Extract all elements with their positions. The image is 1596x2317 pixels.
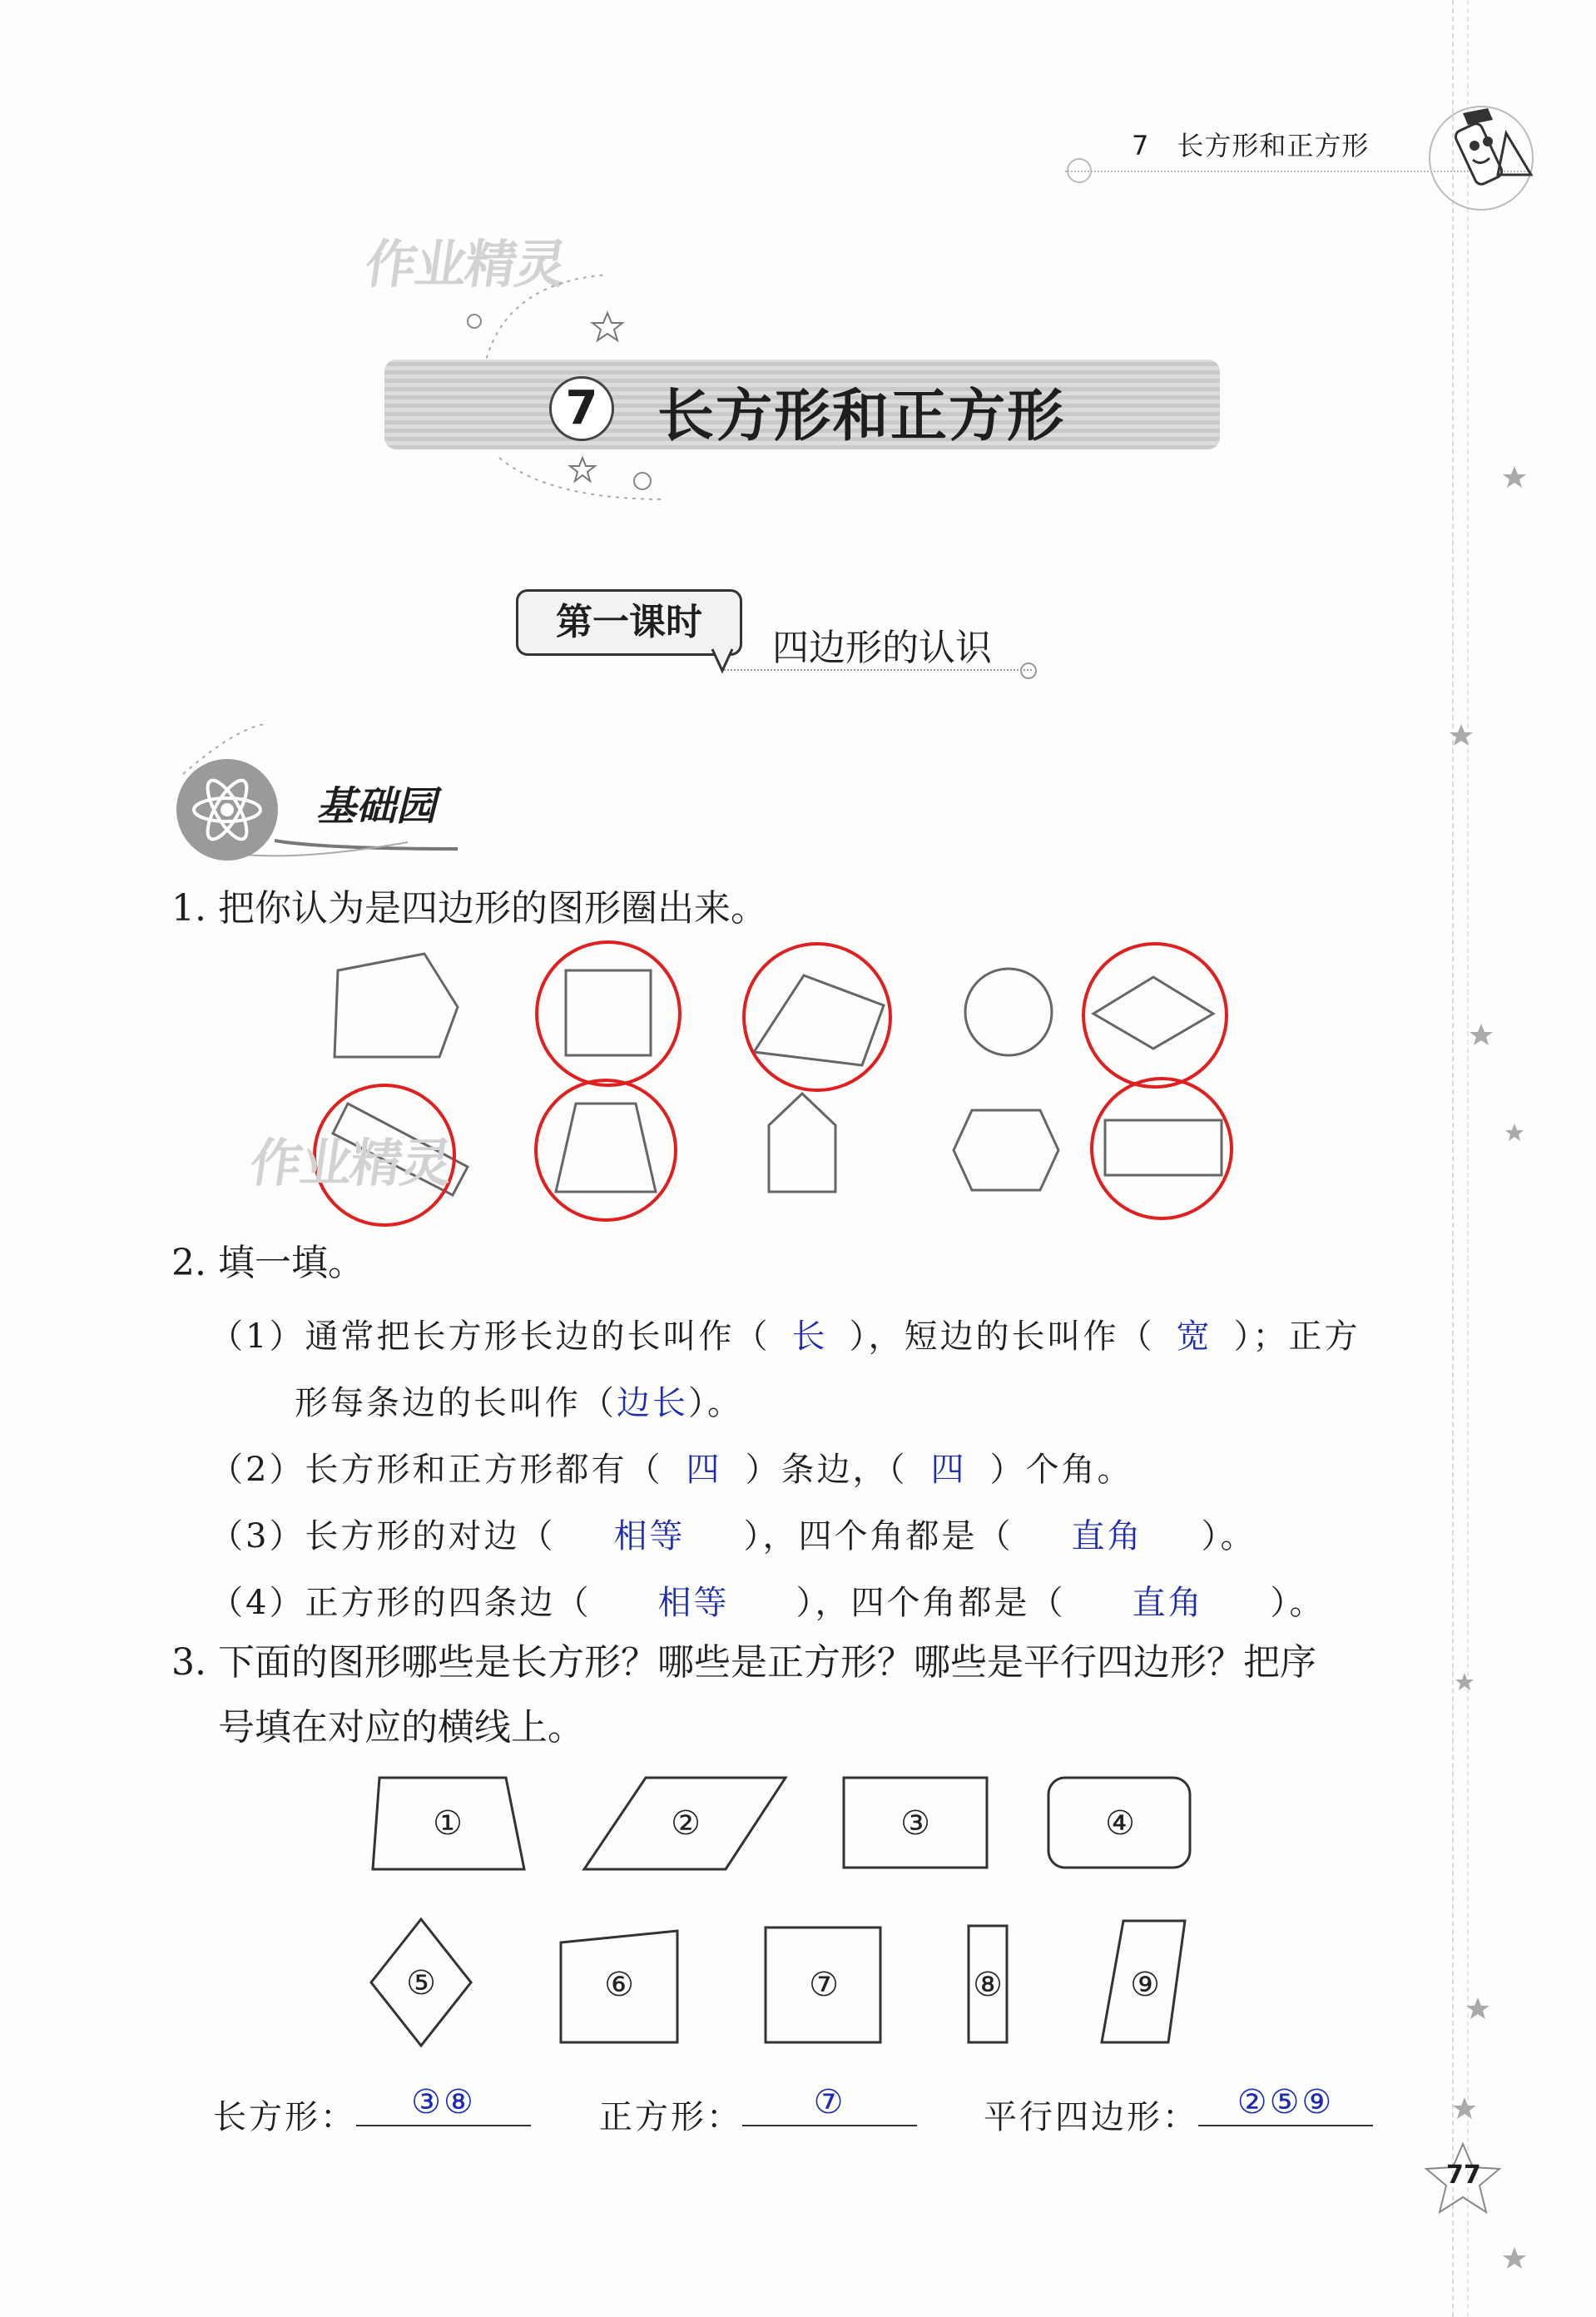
shape-pentagon bbox=[335, 954, 458, 1057]
q2-line-1: （1）通常把长方形长边的长叫作（ 长 ），短边的长叫作（ 宽 ）；正方 bbox=[210, 1317, 1361, 1356]
answer-angles-count: 四 bbox=[930, 1451, 967, 1489]
question-2-text: 2. 填一填。 bbox=[171, 1242, 364, 1284]
question-3-text-cont: 号填在对应的横线上。 bbox=[218, 1706, 584, 1749]
shape-square bbox=[566, 970, 651, 1055]
star-icon bbox=[1453, 2097, 1476, 2119]
parallelogram-answer-line bbox=[1198, 2083, 1373, 2126]
star-icon bbox=[1470, 1024, 1493, 1045]
shape-rectangle bbox=[1105, 1120, 1222, 1175]
q2-line-2: （2）长方形和正方形都有（ 四 ）条边，（ 四 ）个角。 bbox=[210, 1451, 1133, 1489]
answer-circle bbox=[1083, 944, 1227, 1087]
section-title: 基础园 bbox=[316, 783, 437, 830]
lesson-line-dot bbox=[1020, 662, 1037, 679]
square-answer: ⑦ bbox=[813, 2083, 846, 2121]
shape-label: ⑨ bbox=[1130, 1966, 1160, 2004]
shape-label: ⑤ bbox=[406, 1964, 436, 2002]
answer-right-angle: 直角 bbox=[1071, 1517, 1143, 1555]
star-icon bbox=[1505, 1124, 1524, 1141]
page-number: 77 bbox=[1446, 2161, 1481, 2190]
rectangle-answer: ③⑧ bbox=[411, 2083, 476, 2121]
chapter-title: 长方形和正方形 bbox=[657, 384, 1066, 449]
shape-hexagon bbox=[954, 1110, 1058, 1190]
answer-side-length: 边长 bbox=[617, 1384, 688, 1422]
shape-quadrilateral bbox=[754, 975, 884, 1065]
star-icon bbox=[1466, 1997, 1489, 2019]
star-icon bbox=[1455, 1673, 1474, 1690]
parallelogram-answer-row: 平行四边形： ②⑤⑨ bbox=[984, 2091, 1373, 2138]
answer-sides-count: 四 bbox=[686, 1451, 722, 1489]
answer-width: 宽 bbox=[1176, 1317, 1212, 1356]
q2-line-1-cont: 形每条边的长叫作（边长）。 bbox=[295, 1384, 743, 1422]
shape-label: ④ bbox=[1105, 1804, 1135, 1843]
shape-label: ② bbox=[671, 1804, 701, 1843]
shape-label: ① bbox=[433, 1804, 463, 1843]
shape-house-pentagon bbox=[769, 1094, 835, 1192]
shape-label: ⑥ bbox=[604, 1966, 634, 2004]
pencil-mascot-icon bbox=[1406, 100, 1556, 216]
parallelogram-answer: ②⑤⑨ bbox=[1237, 2083, 1335, 2121]
square-answer-row: 正方形： ⑦ bbox=[599, 2091, 917, 2138]
star-icon bbox=[592, 313, 622, 340]
answer-circle bbox=[744, 944, 890, 1090]
edge-stars bbox=[1448, 0, 1548, 2317]
answer-circle bbox=[536, 1080, 676, 1220]
running-header: 7 长方形和正方形 bbox=[1132, 130, 1370, 161]
star-icon bbox=[1503, 2247, 1526, 2269]
shape-label: ③ bbox=[900, 1804, 930, 1843]
star-icon bbox=[1450, 724, 1473, 746]
q2-line-4: （4）正方形的四条边（ 相等 ），四个角都是（ 直角 ）。 bbox=[210, 1584, 1326, 1622]
shape-rhombus bbox=[1093, 977, 1213, 1049]
square-answer-line bbox=[742, 2083, 917, 2126]
q2-line-3: （3）长方形的对边（ 相等 ），四个角都是（ 直角 ）。 bbox=[210, 1517, 1256, 1555]
shape-trapezoid bbox=[556, 1104, 656, 1192]
watermark: 作业精灵 bbox=[246, 1133, 455, 1193]
lesson-label: 第一课时 bbox=[516, 589, 742, 656]
watermark: 作业精灵 bbox=[361, 234, 570, 295]
answer-four-angles: 直角 bbox=[1132, 1584, 1204, 1622]
rectangle-answer-line bbox=[356, 2083, 531, 2126]
lesson-dotted-line bbox=[724, 669, 1032, 671]
star-icon bbox=[1503, 466, 1526, 488]
rectangle-answer-row: 长方形： ③⑧ bbox=[213, 2091, 531, 2138]
star-icon bbox=[570, 458, 595, 481]
lesson-topic: 四边形的认识 bbox=[772, 627, 992, 669]
chapter-number: 7 bbox=[549, 376, 614, 441]
answer-circle bbox=[537, 942, 680, 1085]
question-1-text: 1. 把你认为是四边形的图形圈出来。 bbox=[171, 887, 767, 930]
question-3-shapes bbox=[349, 1764, 1232, 2064]
lesson-box-tail bbox=[707, 646, 741, 679]
shape-label: ⑧ bbox=[973, 1966, 1003, 2004]
shape-circle bbox=[965, 969, 1052, 1055]
answer-circle bbox=[1092, 1079, 1232, 1218]
answer-four-sides: 相等 bbox=[657, 1584, 730, 1622]
shape-label: ⑦ bbox=[809, 1966, 839, 2004]
answer-long: 长 bbox=[791, 1317, 828, 1356]
atom-icon bbox=[185, 767, 270, 852]
question-3-text: 3. 下面的图形哪些是长方形？哪些是正方形？哪些是平行四边形？把序 bbox=[171, 1641, 1316, 1684]
answer-opposite-sides: 相等 bbox=[613, 1517, 686, 1555]
